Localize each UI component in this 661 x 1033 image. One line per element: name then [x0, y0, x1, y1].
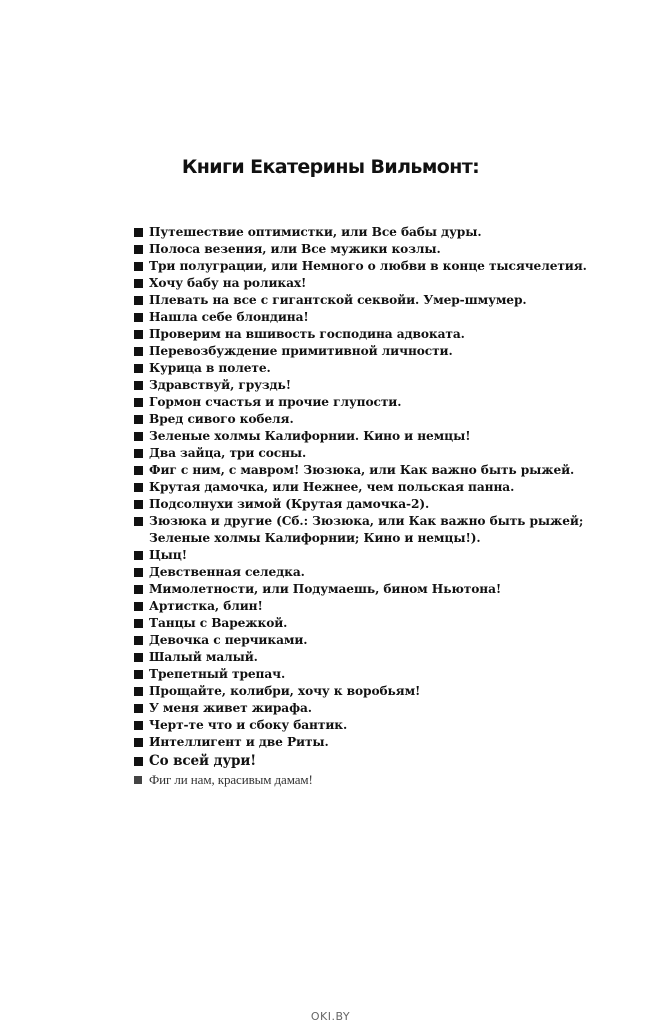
list-item [134, 275, 604, 292]
book-title: Танцы с Варежкой. [149, 616, 288, 630]
book-title: Фиг с ним, с мавром! Зюзюка, или Как важно быть рыжей. [149, 463, 575, 477]
book-title: Цыц! [149, 548, 187, 562]
list-item [134, 717, 604, 734]
square-bullet-icon [134, 466, 143, 475]
list-item [134, 258, 604, 275]
list-item [134, 581, 604, 598]
square-bullet-icon [134, 364, 143, 373]
book-title: Проверим на вшивость господина адвоката. [149, 327, 465, 341]
watermark: OKI.BY [310, 1010, 351, 1023]
list-item [134, 513, 604, 547]
square-bullet-icon [134, 602, 143, 611]
list-item [134, 428, 604, 445]
book-title: Девственная селедка. [149, 565, 305, 579]
book-title: Перевозбуждение примитивной личности. [149, 344, 453, 358]
list-item [134, 666, 604, 683]
square-bullet-icon [134, 296, 143, 305]
square-bullet-icon [134, 619, 143, 628]
square-bullet-icon [134, 738, 143, 747]
list-item [134, 377, 604, 394]
book-title: Фиг ли нам, красивым дамам! [149, 772, 313, 787]
book-title: Мимолетности, или Подумаешь, бином Ньютона! [149, 582, 502, 596]
list-item [134, 309, 604, 326]
book-title: Шалый малый. [149, 650, 258, 664]
page-title: Книги Екатерины Вильмонт: [181, 156, 480, 178]
square-bullet-icon [134, 568, 143, 577]
list-item [134, 615, 604, 632]
book-title: Нашла себе блондина! [149, 310, 309, 324]
book-title: Девочка с перчиками. [149, 633, 308, 647]
list-item [134, 547, 604, 564]
list-item [134, 343, 604, 360]
book-title: Прощайте, колибри, хочу к воробьям! [149, 684, 421, 698]
list-item [134, 564, 604, 581]
square-bullet-icon [134, 347, 143, 356]
book-title: Три полуграции, или Немного о любви в конце тысячелетия. [149, 259, 587, 273]
book-title: Гормон счастья и прочие глупости. [149, 395, 402, 409]
square-bullet-icon [134, 415, 143, 424]
square-bullet-icon [134, 245, 143, 254]
square-bullet-icon [134, 483, 143, 492]
list-item [134, 411, 604, 428]
square-bullet-icon [134, 517, 143, 526]
book-title: Курица в полете. [149, 361, 271, 375]
list-item [134, 649, 604, 666]
book-title: Черт-те что и сбоку бантик. [149, 718, 348, 732]
square-bullet-icon [134, 687, 143, 696]
square-bullet-icon [134, 704, 143, 713]
square-bullet-icon [134, 500, 143, 509]
list-item [134, 445, 604, 462]
book-list [134, 224, 604, 788]
list-item [134, 292, 604, 309]
square-bullet-icon [134, 432, 143, 441]
book-title: Крутая дамочка, или Нежнее, чем польская панна. [149, 480, 515, 494]
list-item [134, 632, 604, 649]
square-bullet-icon [134, 721, 143, 730]
book-title: Зеленые холмы Калифорнии. Кино и немцы! [149, 429, 471, 443]
book-title: Подсолнухи зимой (Крутая дамочка-2). [149, 497, 430, 511]
book-title: Путешествие оптимистки, или Все бабы дуры. [149, 225, 482, 239]
list-item [134, 734, 604, 751]
square-bullet-icon [134, 636, 143, 645]
list-item [134, 496, 604, 513]
book-title: У меня живет жирафа. [149, 701, 312, 715]
book-title: Хочу бабу на роликах! [149, 276, 307, 290]
book-title: Зюзюка и другие (Сб.: Зюзюка, или Как важно быть рыжей; Зеленые холмы Калифорнии; Кино и немцы!). [149, 514, 584, 545]
list-item [134, 224, 604, 241]
square-bullet-icon [134, 262, 143, 271]
square-bullet-icon [134, 585, 143, 594]
square-bullet-icon [134, 313, 143, 322]
square-bullet-icon [134, 381, 143, 390]
list-item [134, 394, 604, 411]
book-title: Плевать на все с гигантской секвойи. Умер-шмумер. [149, 293, 527, 307]
square-bullet-icon [134, 757, 143, 766]
square-bullet-icon [134, 398, 143, 407]
square-bullet-icon [134, 653, 143, 662]
square-bullet-icon [134, 228, 143, 237]
list-item [134, 326, 604, 343]
book-title: Интеллигент и две Риты. [149, 735, 329, 749]
list-item [134, 479, 604, 496]
square-bullet-icon [134, 449, 143, 458]
book-title: Два зайца, три сосны. [149, 446, 307, 460]
list-item [134, 751, 604, 771]
list-item [134, 771, 604, 788]
book-title: Трепетный трепач. [149, 667, 286, 681]
square-bullet-icon [134, 551, 143, 560]
list-item [134, 683, 604, 700]
book-title: Артистка, блин! [149, 599, 263, 613]
square-bullet-icon [134, 279, 143, 288]
book-title: Здравствуй, груздь! [149, 378, 291, 392]
square-bullet-icon [134, 776, 142, 784]
book-title: Полоса везения, или Все мужики козлы. [149, 242, 441, 256]
square-bullet-icon [134, 330, 143, 339]
list-item [134, 598, 604, 615]
book-title: Вред сивого кобеля. [149, 412, 294, 426]
square-bullet-icon [134, 670, 143, 679]
list-item [134, 241, 604, 258]
list-item [134, 360, 604, 377]
list-item [134, 462, 604, 479]
book-title: Со всей дури! [149, 753, 257, 769]
list-item [134, 700, 604, 717]
